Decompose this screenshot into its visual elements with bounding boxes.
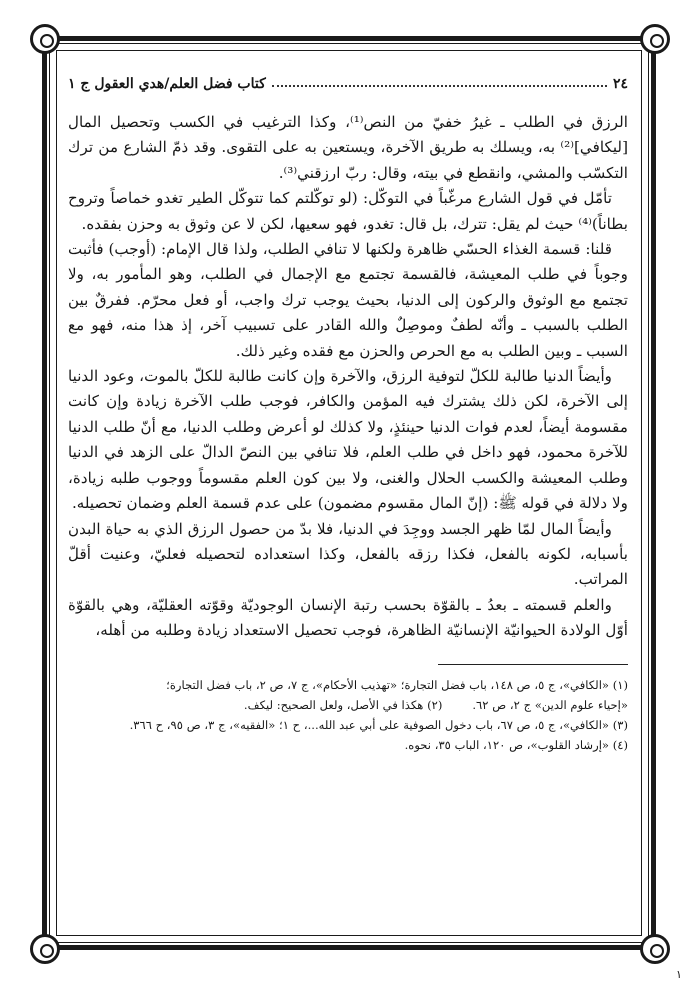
folio-mark: ١ (676, 968, 682, 981)
footnote: «إحياء علوم الدين» ج ٢، ص ٦٢. (472, 697, 628, 712)
running-title: كتاب فضل العلم/هدي العقول ج ١ (68, 76, 266, 92)
header-leader-dots (272, 85, 607, 87)
corner-ornament-icon (30, 24, 60, 54)
paragraph: قلنا: قسمة الغذاء الحسّي ظاهرة ولكنها لا تنافي الطلب، ولذا قال الإمام: (أوجب) فأثبت وجوباً في طلب المعيشة، فالقسمة تجتمع مع الإجمال في الطلب، وهو المأمور به، ولا تجتمع مع الوثوق والركون إلى الدنيا، بحيث يوجب ترك واجب، أو فعل محرّم. ففرقٌ بين الطلب بالسبب ـ وأنّه لطفٌ وموصِلٌ والله القادر على تسبيب آخر، إذ هذا منه، فهو مع السبب ـ وبين الطلب به مع الحرص والحزن مع فقده وغير ذلك. (68, 240, 628, 360)
corner-ornament-icon (640, 24, 670, 54)
footnote: (٣) «الكافي»، ج ٥، ص ٦٧، باب دخول الصوفية على أبي عبد الله...، ح ١؛ «الفقيه»، ج ٣، ص ٩٥، ح ٣٦٦. (129, 717, 628, 732)
footnote: (٢) هكذا في الأصل، ولعل الصحيح: ليكف. (243, 697, 443, 712)
paragraph: والعلم قسمته ـ بعدُ ـ بالقوّة بحسب رتبة الإنسان الوجوديّة وقوّته العقليّة، وهي بالقوّة أوّل الولادة الحيوانيّة الإنسانيّة الظاهرة، فوجب تحصيل الاستعداد زيادة وطلبه من أهله، (68, 595, 628, 640)
paragraph: الرزق في الطلب ـ غيرُ خفيّ من النص⁽¹⁾، وكذا الترغيب في الكسب وتحصيل المال [ليكافي]⁽²⁾ به، ويسلك به طريق الآخرة، ويستعين به على التقوى. وقد ذمّ الشارع من ترك التكسّب والمشي، وانقطع في بيته، وقال: ربّ ارزقني⁽³⁾. (68, 113, 628, 182)
footnote: (٤) «إرشاد القلوب»، ص ١٢٠، الباب ٣٥، نحوه. (404, 737, 628, 752)
corner-ornament-icon (30, 934, 60, 964)
footnote-row (68, 695, 628, 715)
footnote: (١) «الكافي»، ج ٥، ص ١٤٨، باب فضل التجارة؛ «تهذيب الأحكام»، ج ٧، ص ٢، باب فضل التجارة؛ (166, 677, 628, 692)
running-header (68, 70, 628, 92)
page-content (68, 70, 628, 755)
paragraph: تأمّل في قول الشارع مرغّباً في التوكّل: (لو توكّلتم كما تتوكّل الطير تغدو خماصاً وتروح بطاناً)⁽⁴⁾ حيث لم يقل: تترك، بل قال: تغدو، فهو سعيها، لكن لا عن وثوق به وحزن بفقده. (68, 189, 628, 233)
paragraph: وأيضاً الدنيا طالبة للكلّ لتوفية الرزق، والآخرة وإن كانت طالبة للكلّ بالموت، وعود الدنيا إلى الآخرة، لكن ذلك يشترك فيه المؤمن والكافر، فوجب طلب الآخرة زيادة وإن كانت مقسومة أيضاً، لعدم فوات الدنيا حينئذٍ، ولا كذلك لو أعرض وطلب الدنيا، مع أنّ طلب الدنيا للآخرة محمود، فهو داخل في طلب العلم، فلا تنافي بين النصّ الدالّ على الزهد في الدنيا وطلب المعيشة والكسب الحلال والغنى، ولا بين كون العلم مقسوماً ووجوب طلبه زيادة، ولا دلالة في قوله ﷺ: (إنّ المال مقسوم مضمون) على عدم قسمة العلم وضمان تحصيله. (68, 367, 628, 513)
page-number: ٢٤ (612, 76, 628, 92)
footnote-separator (438, 664, 628, 665)
corner-ornament-icon (640, 934, 670, 964)
paragraph: وأيضاً المال لمّا ظهر الجسد ووجِدَ في الدنيا، فلا بدّ من حصول الرزق الذي به حياة البدن بأسبابه، لكونه بالفعل، فكذا رزقه بالفعل، وكذا استعداده لتحصيله فعليّ، وعنيت أقلّ المراتب. (68, 519, 628, 589)
